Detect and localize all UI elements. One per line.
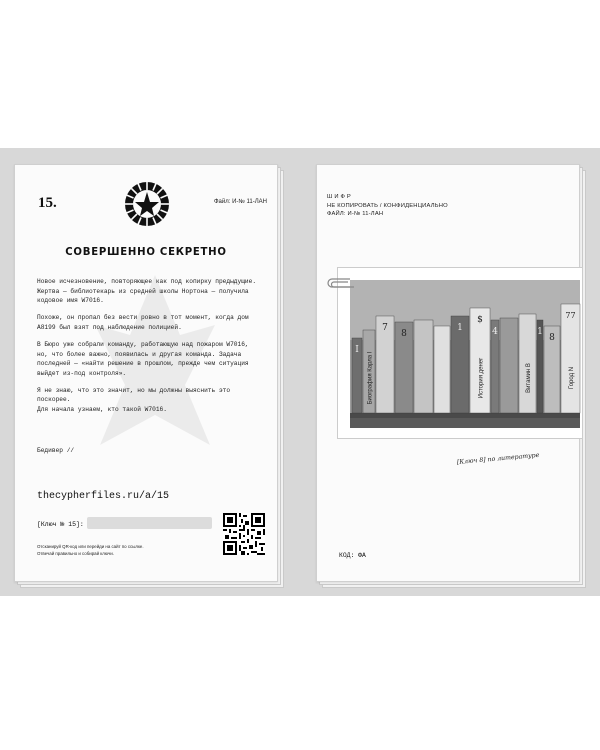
book-spine-number: 4 xyxy=(492,327,498,337)
cipher-header-line: ФАЙЛ: И-№ 11-ЛАН xyxy=(327,211,384,218)
emblem-icon xyxy=(123,180,171,228)
site-link[interactable]: thecypherfiles.ru/a/15 xyxy=(37,491,170,502)
signature: Бедивер // xyxy=(37,447,75,454)
cipher-header-line: НЕ КОПИРОВАТЬ / КОНФИДЕНЦИАЛЬНО xyxy=(327,202,448,209)
cipher-page xyxy=(316,164,580,582)
book-spine xyxy=(434,326,450,413)
book-spine xyxy=(414,320,433,413)
paragraph-3: В Бюро уже собрали команду, работающую над пожаром W7016, но, что более важно, появилась и другая команда. Задача последней — «найти решение в прошлом, прежде чем ситуация выйдет из-под контроля». xyxy=(37,340,249,377)
book-spine-number: 8 xyxy=(549,333,555,343)
qr-code-icon[interactable] xyxy=(223,513,265,555)
page-number: 15. xyxy=(38,195,57,211)
classified-title: СОВЕРШЕННО СЕКРЕТНО xyxy=(65,245,227,258)
paragraph-1: Новое исчезновение, повторяющее как под копирку предыдущие. Жертва — библиотекарь из средней школы Нортона — получила кодовое имя W7016. xyxy=(37,278,257,305)
qr-hint: Отсканируй QR-код или перейди на сайт по ссылке. Отвечай правильно и собирай ключи. xyxy=(37,544,144,556)
key-answer-field[interactable] xyxy=(87,517,212,529)
bookshelf-photo xyxy=(337,267,583,439)
book-spine-number: I xyxy=(355,345,359,355)
file-code: Файл: И-№ 11-ЛАН xyxy=(214,199,267,205)
book-spine-number: 7 xyxy=(382,323,388,333)
book-spine-number: 77 xyxy=(565,311,576,320)
book-spine-number: 8 xyxy=(401,329,407,339)
book-title: История денег xyxy=(478,357,485,399)
cipher-header-line: Ш И Ф Р xyxy=(327,194,351,200)
paragraph-2: Похоже, он пропал без вести ровно в тот момент, когда дом А8199 был взят под наблюдение полицией. xyxy=(37,314,249,331)
body-text xyxy=(37,277,262,422)
book-spine xyxy=(561,304,580,413)
cipher-header xyxy=(327,193,448,219)
code-label: КОД: ФА xyxy=(339,552,366,559)
paragraph-4: Я не знаю, что это значит, но мы должны выяснить это поскорее. Для начала узнаем, кто такой W7016. xyxy=(37,386,231,414)
bookshelf-image xyxy=(338,268,582,438)
clue-caption: [Ключ 8] по литературе xyxy=(456,451,540,466)
book-title: Витамин В xyxy=(526,363,532,393)
book-spine-number: 1 xyxy=(537,327,543,337)
key-label: [Ключ № 15]: xyxy=(37,521,84,528)
book-spine xyxy=(500,318,518,413)
secret-file-page xyxy=(14,164,278,582)
paperclip-icon xyxy=(326,276,356,290)
book-title: Биография Карла I xyxy=(367,351,374,405)
book-title: Город N xyxy=(569,366,575,390)
book-spine-number: 1 xyxy=(457,323,463,333)
book-spine-number: $ xyxy=(477,315,483,325)
